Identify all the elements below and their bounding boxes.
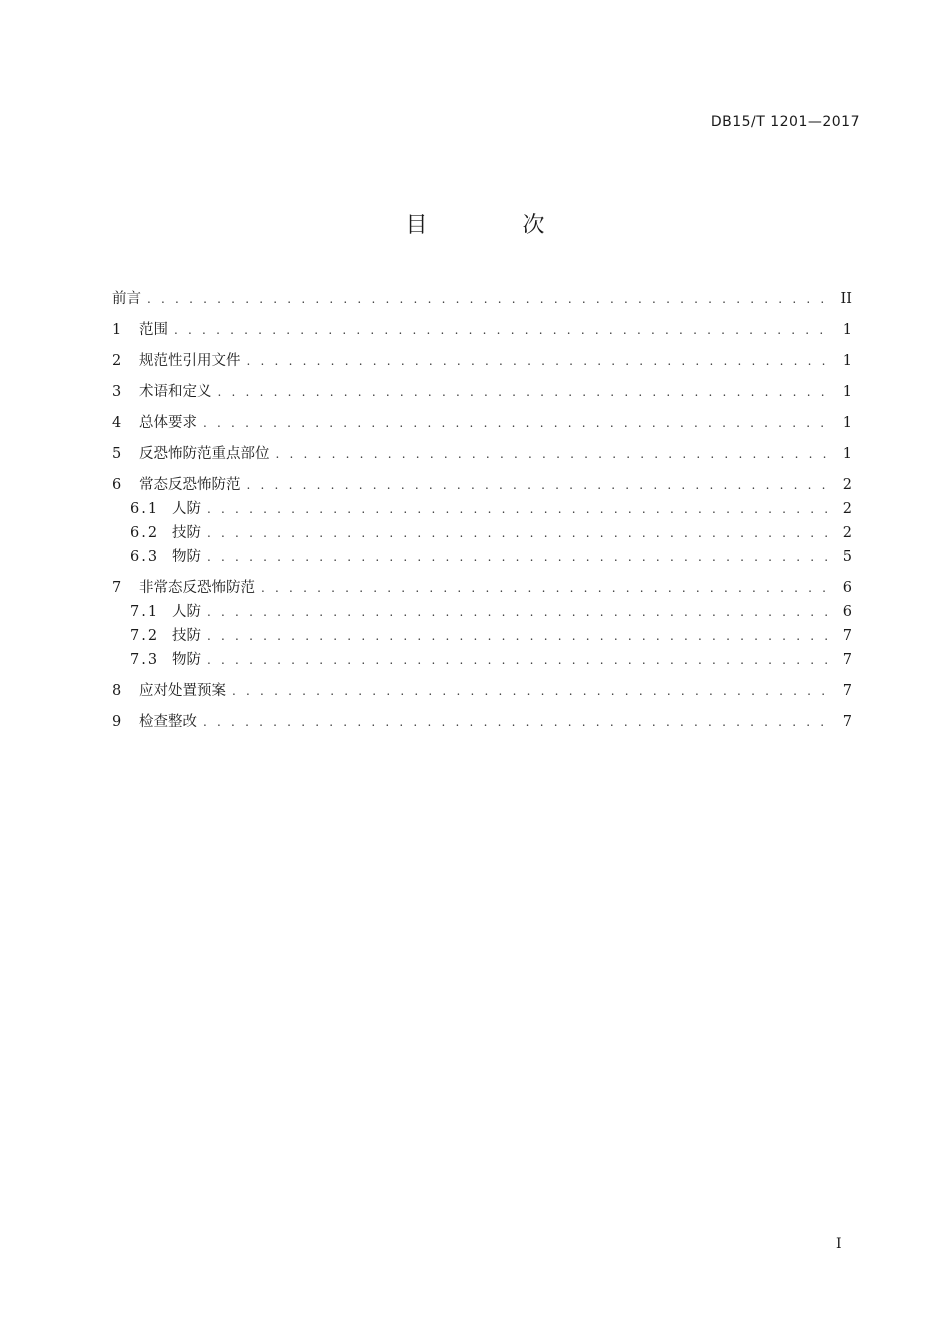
toc-entry-6-1[interactable]	[112, 497, 852, 521]
dot-leader	[174, 318, 832, 342]
toc-entry-page: 1	[842, 322, 852, 338]
toc-entry-page: 5	[842, 549, 852, 565]
toc-entry-4[interactable]	[112, 411, 852, 435]
toc-entry-label: 人防	[172, 501, 201, 517]
toc-entry-page: II	[840, 291, 852, 307]
toc-entry-label: 范围	[139, 322, 168, 338]
toc-entry-label: 人防	[172, 604, 201, 620]
toc-entry-label: 规范性引用文件	[139, 353, 241, 369]
toc-entry-8[interactable]	[112, 679, 852, 703]
toc-entry-page: 7	[842, 683, 852, 699]
dot-leader	[207, 648, 832, 672]
dot-leader	[261, 576, 832, 600]
toc-entry-page: 1	[842, 446, 852, 462]
toc-entry-number: 6.1	[130, 501, 160, 517]
toc-entry-label: 物防	[172, 549, 201, 565]
document-code: DB15/T 1201—2017	[710, 114, 860, 130]
dot-leader	[232, 679, 832, 703]
toc-entry-label: 物防	[172, 652, 201, 668]
toc-entry-number: 7	[112, 580, 122, 596]
toc-entry-label: 术语和定义	[139, 384, 212, 400]
dot-leader	[207, 497, 832, 521]
toc-entry-label: 反恐怖防范重点部位	[139, 446, 270, 462]
toc-entry-label: 总体要求	[139, 415, 197, 431]
toc-entry-7[interactable]	[112, 576, 852, 600]
toc-entry-number: 1	[112, 322, 122, 338]
dot-leader	[207, 624, 832, 648]
toc-entry-page: 6	[842, 580, 852, 596]
toc-entry-page: 2	[842, 501, 852, 517]
dot-leader	[203, 411, 832, 435]
toc-entry-number: 3	[112, 384, 122, 400]
toc-entry-number: 2	[112, 353, 122, 369]
dot-leader	[247, 349, 833, 373]
page-number: I	[836, 1236, 842, 1252]
dot-leader	[147, 287, 832, 311]
dot-leader	[218, 380, 833, 404]
toc-entry-label: 检查整改	[139, 714, 197, 730]
toc-entry-number: 7.1	[130, 604, 160, 620]
toc-entry-label: 技防	[172, 628, 201, 644]
toc-entry-number: 4	[112, 415, 122, 431]
toc-entry-7-2[interactable]	[112, 624, 852, 648]
toc-entry-label: 技防	[172, 525, 201, 541]
toc-entry-number: 6	[112, 477, 122, 493]
toc-entry-9[interactable]	[112, 710, 852, 734]
dot-leader	[207, 521, 832, 545]
toc-entry-page: 1	[842, 353, 852, 369]
dot-leader	[276, 442, 833, 466]
toc-entry-page: 7	[842, 652, 852, 668]
toc-entry-number: 7.3	[130, 652, 160, 668]
dot-leader	[247, 473, 833, 497]
toc-entry-foreword[interactable]	[112, 287, 852, 311]
table-of-contents	[112, 287, 852, 734]
toc-entry-label: 非常态反恐怖防范	[139, 580, 255, 596]
toc-entry-label: 应对处置预案	[139, 683, 226, 699]
dot-leader	[207, 600, 832, 624]
toc-entry-page: 7	[842, 714, 852, 730]
dot-leader	[203, 710, 832, 734]
toc-entry-number: 6.3	[130, 549, 160, 565]
toc-entry-page: 1	[842, 384, 852, 400]
toc-entry-7-1[interactable]	[112, 600, 852, 624]
toc-entry-6[interactable]	[112, 473, 852, 497]
toc-entry-page: 6	[842, 604, 852, 620]
toc-entry-7-3[interactable]	[112, 648, 852, 672]
toc-entry-page: 7	[842, 628, 852, 644]
toc-entry-label: 常态反恐怖防范	[139, 477, 241, 493]
toc-entry-6-3[interactable]	[112, 545, 852, 569]
toc-entry-number: 5	[112, 446, 122, 462]
toc-entry-6-2[interactable]	[112, 521, 852, 545]
toc-entry-page: 2	[842, 525, 852, 541]
toc-title: 目 次	[405, 213, 589, 238]
toc-entry-5[interactable]	[112, 442, 852, 466]
toc-entry-number: 9	[112, 714, 122, 730]
toc-entry-page: 1	[842, 415, 852, 431]
toc-entry-page: 2	[842, 477, 852, 493]
toc-entry-3[interactable]	[112, 380, 852, 404]
toc-entry-label: 前言	[112, 291, 141, 307]
dot-leader	[207, 545, 832, 569]
toc-entry-number: 7.2	[130, 628, 160, 644]
toc-entry-2[interactable]	[112, 349, 852, 373]
toc-entry-1[interactable]	[112, 318, 852, 342]
toc-entry-number: 6.2	[130, 525, 160, 541]
toc-entry-number: 8	[112, 683, 122, 699]
